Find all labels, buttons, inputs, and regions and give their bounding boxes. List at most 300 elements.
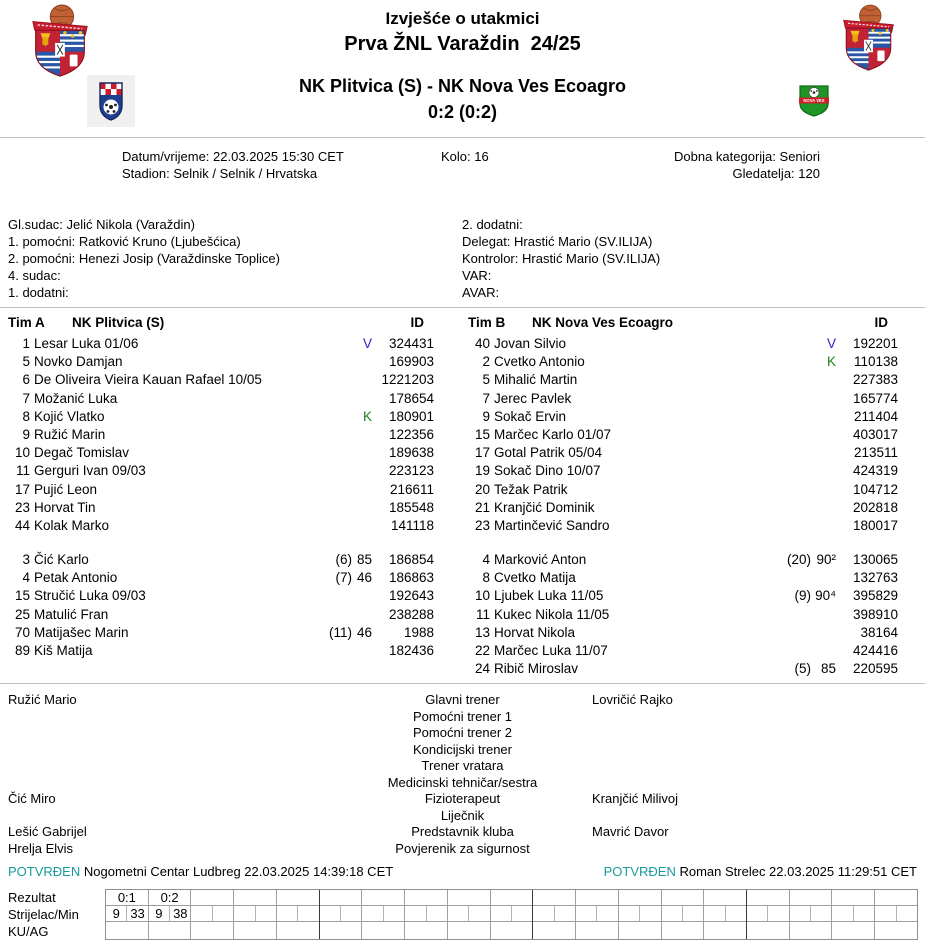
home-roster-header [8, 314, 434, 332]
player-row [468, 390, 898, 408]
player-name: Kranjčić Dominik [494, 499, 595, 515]
goal-scorer-minute-cell [704, 906, 746, 922]
player-row [468, 624, 898, 642]
substitution-minute [811, 371, 836, 389]
goal-scorer-number [405, 906, 425, 921]
player-id: 182436 [388, 643, 434, 658]
substitution-minute [352, 481, 372, 499]
home-staff-name: Lešić Gabrijel [8, 824, 87, 839]
substituted-player-number [783, 624, 811, 642]
goal-scorer-number [320, 906, 340, 921]
player-row [8, 426, 434, 444]
player-row [8, 624, 434, 642]
player-name: Petak Antonio [34, 570, 118, 586]
goal-scorer-number [747, 906, 767, 921]
goal-scorer-number [362, 906, 382, 921]
goal-slot [106, 890, 148, 939]
goal-scorer-number [832, 906, 852, 921]
goal-minute [255, 906, 276, 921]
round-row [441, 148, 489, 165]
official-row [462, 267, 660, 284]
goal-result-cell [277, 890, 319, 906]
substitution-minute [811, 390, 836, 408]
goal-scorer-number [704, 906, 724, 921]
away-confirmation-detail: Roman Strelec 22.03.2025 11:29:51 CET [679, 864, 917, 879]
substitution-minute [811, 606, 836, 624]
goal-slot [703, 890, 746, 939]
player-row [8, 587, 434, 605]
player-name: Marčec Karlo 01/07 [494, 426, 612, 442]
player-row [468, 606, 898, 624]
bench-list [468, 551, 898, 678]
player-id: 132763 [852, 570, 898, 586]
goal-scorer-minute-cell [106, 906, 148, 922]
official-role-label: 1. pomoćni: [8, 234, 76, 249]
player-name: Mihalić Martin [494, 372, 578, 388]
attendance-row [674, 165, 820, 182]
bench-list [8, 551, 434, 660]
goal-minute [212, 906, 233, 921]
goal-ku-ag-cell [747, 922, 789, 937]
player-id: 186863 [388, 570, 434, 586]
goal-scorer-number [533, 906, 553, 921]
player-id: 185548 [388, 499, 434, 515]
round-value: 16 [474, 149, 489, 164]
goal-minute: 38 [169, 906, 190, 921]
staff-role-label: Pomoćni trener 2 [413, 725, 512, 740]
staff-role-label: Medicinski tehničar/sestra [387, 774, 538, 790]
player-name: Novko Damjan [34, 354, 123, 370]
player-id: 192643 [388, 588, 434, 604]
player-number: 19 [474, 463, 490, 479]
player-row [468, 335, 898, 353]
goal-scorer-number [448, 906, 468, 921]
staff-row [0, 824, 925, 841]
round-label: Kolo: [441, 149, 471, 164]
final-score: 0:2 (0:2) [427, 102, 498, 122]
competition-title: Prva ŽNL Varaždin 24/25 [344, 33, 581, 55]
goal-ku-ag-cell [149, 922, 191, 937]
player-id: 211404 [853, 408, 898, 424]
player-name: Marković Anton [494, 552, 587, 568]
player-id: 238288 [388, 606, 434, 622]
goal-scorer-number [491, 906, 511, 921]
player-id: 213511 [853, 445, 898, 461]
goals-row-label: Strijelac/Min [8, 907, 79, 922]
player-id: 189638 [388, 445, 434, 461]
substituted-player-number [324, 426, 352, 444]
player-number: 6 [22, 372, 30, 388]
goal-ku-ag-cell [448, 922, 490, 937]
goal-slot [447, 890, 490, 939]
player-id: 130065 [852, 552, 898, 568]
goal-scorer-minute-cell [790, 906, 832, 922]
goal-result-cell [662, 890, 704, 906]
goal-ku-ag-cell [875, 922, 917, 937]
goal-scorer-number [191, 906, 211, 921]
home-staff-name: Hrelja Elvis [8, 840, 74, 856]
home-staff-name: Čić Miro [8, 791, 56, 806]
substitution-minute [811, 569, 836, 587]
substituted-player-number [324, 587, 352, 605]
player-row [8, 462, 434, 480]
goal-result-cell [362, 890, 404, 906]
substitution-minute [811, 624, 836, 642]
player-row [8, 551, 434, 569]
stadium-value: Selnik / Selnik / Hrvatska [173, 166, 318, 181]
substitution-minute [352, 606, 372, 624]
player-number: 11 [475, 606, 490, 622]
substitution-minute [352, 462, 372, 480]
player-row [468, 371, 898, 389]
goal-result-cell [405, 890, 447, 906]
substituted-player-number [783, 353, 811, 371]
player-id: 395829 [852, 588, 898, 604]
goal-minute [340, 906, 361, 921]
player-name: Kukec Nikola 11/05 [494, 606, 610, 622]
goal-scorer-minute-cell [875, 906, 917, 922]
goal-result-cell [491, 890, 533, 906]
official-name: Jelić Nikola (Varaždin) [66, 217, 195, 232]
substituted-player-number: (6) [335, 552, 352, 568]
player-id: 122356 [388, 426, 434, 442]
player-name: Jerec Pavlek [494, 390, 572, 406]
substituted-player-number [324, 517, 352, 535]
substituted-player-number [324, 335, 352, 353]
goal-scorer-number [576, 906, 596, 921]
staff-role-label: Pomoćni trener 1 [413, 708, 512, 724]
goal-slot [831, 890, 874, 939]
home-staff-name: Ružić Mario [8, 692, 77, 707]
substituted-player-number [783, 606, 811, 624]
goal-scorer-minute-cell [448, 906, 490, 922]
player-name: Lesar Luka 01/06 [34, 336, 139, 351]
staff-row [0, 841, 925, 858]
goal-ku-ag-cell [704, 922, 746, 937]
goal-scorer-number [277, 906, 297, 921]
divider [0, 137, 925, 138]
goal-slot [276, 890, 319, 939]
official-row [8, 250, 280, 267]
player-id: 202818 [852, 499, 898, 515]
substituted-player-number [783, 569, 811, 587]
goal-slot [361, 890, 404, 939]
player-name: Gotal Patrik 05/04 [494, 445, 603, 461]
player-name: Matulić Fran [34, 606, 109, 622]
goal-minute [896, 906, 917, 921]
player-name: Kiš Matija [34, 643, 93, 658]
player-number: 9 [482, 408, 490, 424]
substitution-minute: 85 [356, 552, 372, 568]
official-row [8, 233, 280, 250]
player-number: 7 [482, 390, 490, 406]
category-label: Dobna kategorija: [674, 149, 776, 164]
player-id: 216611 [389, 481, 434, 497]
substitution-minute [352, 587, 372, 605]
goals-table-labels [8, 889, 79, 940]
goal-result-cell [790, 890, 832, 906]
player-id: 180017 [852, 517, 898, 533]
player-row [8, 390, 434, 408]
home-confirmation-status: POTVRĐEN [8, 864, 81, 879]
player-id: 220595 [852, 661, 898, 677]
goal-slot [746, 890, 789, 939]
player-number: 17 [14, 481, 30, 497]
player-number: 1 [22, 336, 30, 351]
substituted-player-number [324, 606, 352, 624]
player-number: 5 [482, 372, 490, 388]
player-id: 38164 [860, 624, 898, 640]
goal-minute: 33 [126, 906, 147, 921]
goal-ku-ag-cell [832, 922, 874, 937]
official-row [462, 216, 660, 233]
goal-slot [618, 890, 661, 939]
goal-scorer-minute-cell [362, 906, 404, 922]
official-row [8, 284, 280, 301]
player-number: 40 [474, 336, 490, 351]
officials-left-column [8, 216, 280, 301]
goal-slot [233, 890, 276, 939]
category-row [674, 148, 820, 165]
staff-role-label: Kondicijski trener [413, 741, 512, 757]
substituted-player-number [783, 517, 811, 535]
substituted-player-number [783, 481, 811, 499]
substitution-minute: 46 [356, 624, 372, 640]
substitution-minute [352, 353, 372, 371]
player-name: Ljubek Luka 11/05 [494, 588, 604, 604]
team-b-label: Tim B [468, 315, 506, 330]
official-row [8, 267, 280, 284]
goal-scorer-minute-cell [533, 906, 575, 922]
substitution-minute: 90² [816, 552, 836, 568]
player-id: 169903 [388, 354, 434, 370]
player-row [468, 353, 898, 371]
player-number: 15 [474, 426, 490, 442]
substituted-player-number: (5) [794, 661, 811, 677]
goal-scorer-minute-cell [832, 906, 874, 922]
goal-scorer-number [234, 906, 254, 921]
goal-result-cell [533, 890, 575, 906]
substituted-player-number [783, 335, 811, 353]
goal-scorer-minute-cell [747, 906, 789, 922]
staff-section [0, 692, 925, 857]
player-row [8, 481, 434, 499]
player-row [468, 444, 898, 462]
player-id: 178654 [388, 390, 434, 406]
goal-scorer-number: 9 [112, 906, 120, 921]
goal-minute [810, 906, 831, 921]
player-number: 25 [14, 606, 30, 622]
player-row [468, 569, 898, 587]
goal-minute [383, 906, 404, 921]
substituted-player-number [783, 499, 811, 517]
player-number: 5 [22, 354, 30, 370]
official-row [8, 216, 280, 233]
player-id: 398910 [852, 606, 898, 622]
captain-badge: K [826, 354, 836, 370]
player-id: 424416 [852, 643, 898, 658]
goal-scorer-minute-cell [405, 906, 447, 922]
player-number: 17 [474, 445, 490, 461]
player-number: 44 [14, 517, 30, 533]
staff-role-label: Liječnik [440, 807, 485, 823]
goal-result-cell [320, 890, 362, 906]
substituted-player-number [324, 499, 352, 517]
away-confirmation [604, 864, 917, 879]
player-name: Cvetko Antonio [494, 354, 585, 370]
player-number: 8 [22, 408, 30, 424]
player-number: 4 [22, 570, 30, 586]
player-number: 3 [22, 552, 30, 568]
substitution-minute [811, 408, 836, 426]
goals-row-label: KU/AG [8, 924, 49, 939]
match-info-left [122, 148, 344, 182]
player-row [468, 408, 898, 426]
away-staff-name: Mavrić Davor [592, 824, 669, 839]
player-row [468, 426, 898, 444]
away-team-name: NK Nova Ves Ecoagro [532, 315, 674, 330]
attendance-label: Gledatelja: [732, 166, 795, 181]
goal-scorer-number [875, 906, 895, 921]
goal-scorer-number [619, 906, 639, 921]
goal-scorer-number [662, 906, 682, 921]
substituted-player-number [783, 371, 811, 389]
staff-row [0, 791, 925, 808]
player-id: 186854 [388, 552, 434, 568]
goal-scorer-minute-cell [576, 906, 618, 922]
goal-slot [661, 890, 704, 939]
player-id: 180901 [388, 408, 434, 424]
substitution-minute: 90⁴ [815, 588, 836, 604]
goal-ku-ag-cell [106, 922, 148, 937]
substitution-minute [811, 642, 836, 660]
goal-result-cell [448, 890, 490, 906]
stadium-label: Stadion: [122, 166, 170, 181]
player-number: 4 [482, 552, 490, 568]
official-role-label: AVAR: [462, 285, 500, 300]
substitution-minute [352, 444, 372, 462]
staff-role-label: Povjerenik za sigurnost [395, 840, 530, 856]
goal-minute [639, 906, 660, 921]
official-name: Hrastić Mario (SV.ILIJA) [514, 234, 653, 249]
substituted-player-number [783, 444, 811, 462]
official-name: Ratković Kruno (Ljubešćica) [78, 234, 241, 249]
attendance-value: 120 [798, 166, 820, 181]
datetime-row [122, 148, 344, 165]
substitution-minute [352, 642, 372, 660]
goalkeeper-badge: V [362, 336, 372, 351]
player-id: 324431 [388, 336, 434, 351]
staff-row [0, 808, 925, 825]
staff-row [0, 725, 925, 742]
official-row [462, 233, 660, 250]
official-role-label: 4. sudac: [8, 268, 61, 283]
goal-minute [596, 906, 617, 921]
player-number: 20 [474, 481, 490, 497]
player-number: 11 [15, 463, 30, 479]
goal-ku-ag-cell [662, 922, 704, 937]
goal-result-cell [191, 890, 233, 906]
divider [0, 307, 925, 308]
player-id: 227383 [852, 372, 898, 388]
substituted-player-number [324, 353, 352, 371]
substituted-player-number [783, 642, 811, 660]
player-row [8, 499, 434, 517]
player-number: 21 [474, 499, 490, 515]
official-role-label: 1. dodatni: [8, 285, 69, 300]
player-row [8, 353, 434, 371]
player-number: 9 [22, 426, 30, 442]
datetime-label: Datum/vrijeme: [122, 149, 210, 164]
officials-right-column [462, 216, 660, 301]
divider [0, 683, 925, 684]
player-row [468, 660, 898, 678]
goal-minute [725, 906, 746, 921]
away-confirmation-status: POTVRĐEN [603, 864, 676, 879]
player-row [468, 517, 898, 535]
report-title: Izvješće o utakmici [385, 9, 540, 28]
player-row [8, 569, 434, 587]
player-name: Ružić Marin [34, 426, 106, 442]
player-name: Horvat Tin [34, 499, 96, 515]
official-row [462, 250, 660, 267]
goal-ku-ag-cell [191, 922, 233, 937]
player-number: 7 [22, 390, 30, 406]
goals-row-label: Rezultat [8, 890, 56, 905]
player-row [8, 606, 434, 624]
player-name: Marčec Luka 11/07 [494, 643, 608, 658]
goal-slot [532, 890, 575, 939]
substituted-player-number: (20) [786, 552, 811, 568]
goal-minute [511, 906, 532, 921]
substitution-minute [352, 517, 372, 535]
substituted-player-number: (9) [794, 588, 811, 604]
away-staff-name: Kranjčić Milivoj [592, 791, 678, 806]
staff-row [0, 692, 925, 709]
player-id: 104712 [852, 481, 898, 497]
player-name: Degač Tomislav [34, 445, 130, 461]
match-info-round [441, 148, 489, 165]
substitution-minute [811, 426, 836, 444]
goal-result-cell [576, 890, 618, 906]
home-team-name: NK Plitvica (S) [72, 315, 165, 330]
player-name: Jovan Silvio [494, 336, 567, 351]
substitution-minute [352, 371, 372, 389]
substitution-minute [352, 426, 372, 444]
staff-row [0, 758, 925, 775]
official-row [462, 284, 660, 301]
goal-scorer-minute-cell [619, 906, 661, 922]
player-name: Cvetko Matija [494, 570, 576, 586]
goal-slot [490, 890, 533, 939]
away-roster-header [468, 314, 898, 332]
goal-result-cell [875, 890, 917, 906]
id-column-header: ID [410, 315, 424, 330]
substitution-minute [811, 481, 836, 499]
staff-row [0, 709, 925, 726]
substitution-minute [811, 499, 836, 517]
substitution-minute [811, 444, 836, 462]
player-number: 10 [474, 588, 490, 604]
home-team-roster [8, 314, 434, 660]
player-id: 110138 [853, 354, 898, 370]
player-number: 89 [14, 643, 30, 658]
player-row [8, 642, 434, 660]
goal-slot [575, 890, 618, 939]
goal-ku-ag-cell [234, 922, 276, 937]
goal-ku-ag-cell [576, 922, 618, 937]
player-name: Matijašec Marin [34, 624, 129, 640]
